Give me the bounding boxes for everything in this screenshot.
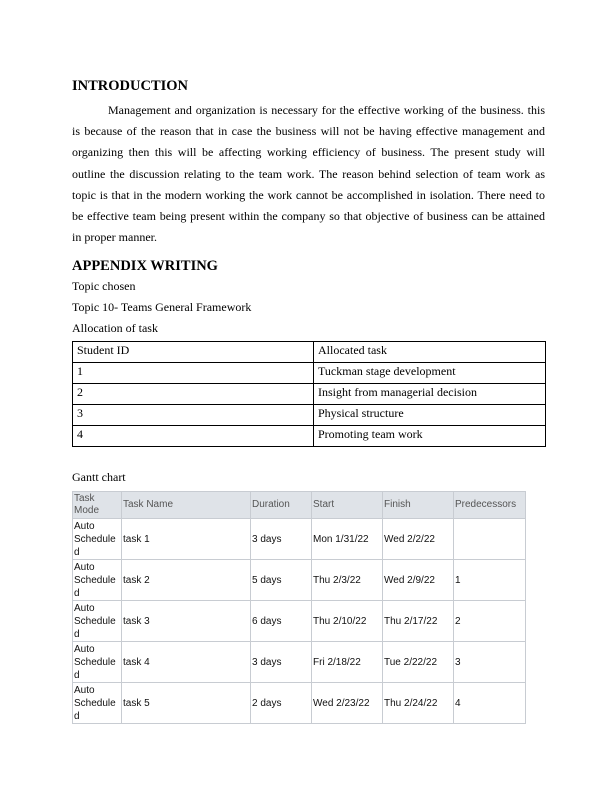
table-row [73,426,546,447]
predecessors-cell [454,519,526,560]
task-name-cell: task 3 [122,601,251,642]
predecessors-cell: 4 [454,683,526,724]
introduction-heading: INTRODUCTION [72,78,189,94]
duration-cell: 6 days [251,601,312,642]
task-mode-cell: Auto Schedule d [73,601,122,642]
allocated-task-cell: Insight from managerial decision [314,384,546,405]
finish-cell: Wed 2/9/22 [383,560,454,601]
table-row [73,384,546,405]
task-name-cell: task 5 [122,683,251,724]
allocation-header-row [73,342,546,363]
table-row [73,363,546,384]
task-mode-cell: Auto Schedule d [73,642,122,683]
table-row [73,405,546,426]
student-id-cell: 3 [73,405,314,426]
allocation-header-task: Allocated task [314,342,546,363]
gantt-table [72,491,526,724]
task-mode-cell: Auto Schedule d [73,683,122,724]
gantt-header-duration: Duration [251,492,312,519]
allocated-task-cell: Promoting team work [314,426,546,447]
start-cell: Fri 2/18/22 [312,642,383,683]
duration-cell: 2 days [251,683,312,724]
allocation-label: Allocation of task [72,321,158,336]
gantt-header-task-name: Task Name [122,492,251,519]
student-id-cell: 2 [73,384,314,405]
gantt-header-predecessors: Predecessors [454,492,526,519]
start-cell: Wed 2/23/22 [312,683,383,724]
allocated-task-cell: Tuckman stage development [314,363,546,384]
table-row [73,601,526,642]
student-id-cell: 4 [73,426,314,447]
appendix-heading: APPENDIX WRITING [72,258,218,275]
gantt-header-finish: Finish [383,492,454,519]
predecessors-cell: 3 [454,642,526,683]
finish-cell: Tue 2/22/22 [383,642,454,683]
duration-cell: 3 days [251,519,312,560]
start-cell: Thu 2/3/22 [312,560,383,601]
duration-cell: 3 days [251,642,312,683]
gantt-header-row [73,492,526,519]
gantt-header-task-mode: Task Mode [73,492,122,519]
task-name-cell: task 2 [122,560,251,601]
start-cell: Thu 2/10/22 [312,601,383,642]
table-row [73,519,526,560]
task-mode-cell: Auto Schedule d [73,560,122,601]
table-row [73,560,526,601]
topic-title: Topic 10- Teams General Framework [72,300,252,315]
student-id-cell: 1 [73,363,314,384]
task-name-cell: task 1 [122,519,251,560]
task-name-cell: task 4 [122,642,251,683]
task-mode-cell: Auto Schedule d [73,519,122,560]
duration-cell: 5 days [251,560,312,601]
predecessors-cell: 2 [454,601,526,642]
introduction-paragraph: Management and organization is necessary for the effective working of the business. this is because of the reason that in case the business will not be having effective management and organizing then this will be affecting working efficiency of business. The present study will outline the discussion relating to the team work. The reason behind selection of team work as topic is that in the modern working the work cannot be accomplished in isolation. There need to be effective team being present within the company so that objective of business can be attained in proper manner. [72,103,545,245]
gantt-header-start: Start [312,492,383,519]
document-page [72,76,545,724]
table-row [73,683,526,724]
predecessors-cell: 1 [454,560,526,601]
allocated-task-cell: Physical structure [314,405,546,426]
allocation-header-student-id: Student ID [73,342,314,363]
topic-chosen-label: Topic chosen [72,279,136,294]
gantt-chart-label: Gantt chart [72,470,126,485]
allocation-table [72,341,546,447]
finish-cell: Thu 2/24/22 [383,683,454,724]
finish-cell: Wed 2/2/22 [383,519,454,560]
start-cell: Mon 1/31/22 [312,519,383,560]
finish-cell: Thu 2/17/22 [383,601,454,642]
table-row [73,642,526,683]
